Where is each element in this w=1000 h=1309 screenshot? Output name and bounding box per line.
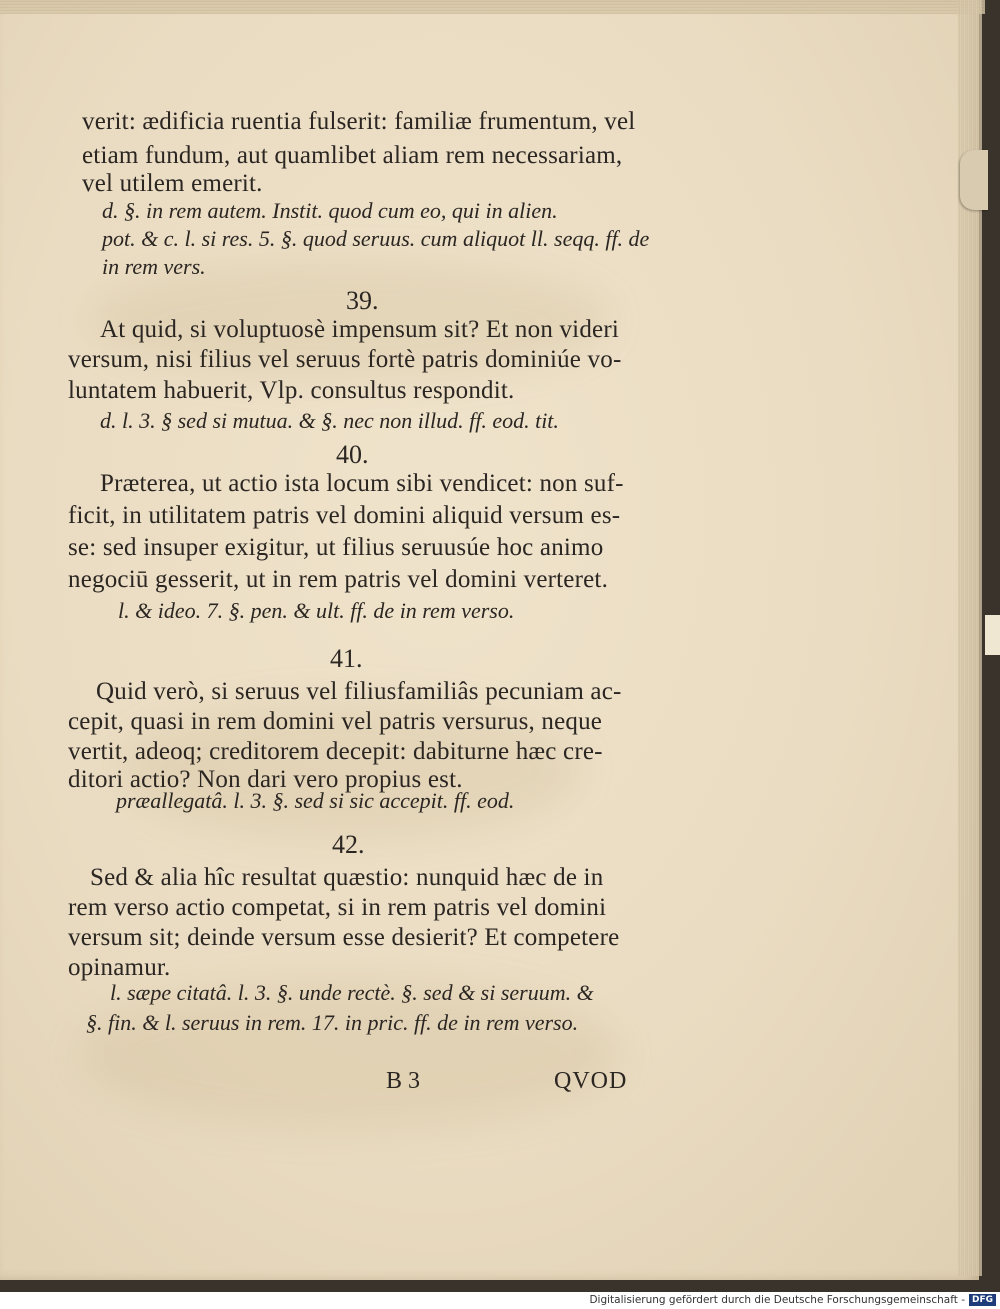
citation-line: pot. & c. l. si res. 5. §. quod seruus. cum aliquot ll. seqq. ff. de bbox=[102, 226, 650, 251]
dfg-logo: DFG bbox=[969, 1294, 996, 1306]
text-line: versum sit; deinde versum esse desierit? Et competere bbox=[68, 924, 620, 951]
dfg-credit-text: Digitalisierung gefördert durch die Deutsche Forschungsgemeinschaft - bbox=[589, 1294, 965, 1306]
text-line: Quid verò, si seruus vel filiusfamiliâs pecuniam ac- bbox=[96, 678, 622, 705]
signature-mark: B 3 bbox=[386, 1068, 421, 1094]
page-tab bbox=[960, 150, 988, 210]
text-line: etiam fundum, aut quamlibet aliam rem necessariam, bbox=[82, 142, 623, 169]
citation-line: d. l. 3. § sed si mutua. & §. nec non illud. ff. eod. tit. bbox=[100, 408, 559, 433]
text-line: se: sed insuper exigitur, ut filius seruusúe hoc animo bbox=[68, 534, 604, 561]
citation-line: in rem vers. bbox=[102, 254, 206, 279]
text-line: versum, nisi filius vel seruus fortè patris dominiúe vo- bbox=[68, 346, 622, 373]
text-line: rem verso actio competat, si in rem patris vel domini bbox=[68, 894, 607, 921]
page-top-edge bbox=[0, 0, 985, 14]
section-number-42: 42. bbox=[332, 830, 365, 859]
text-line: At quid, si voluptuosè impensum sit? Et non videri bbox=[100, 316, 619, 343]
text-line: ficit, in utilitatem patris vel domini aliquid versum es- bbox=[68, 502, 621, 529]
text-line: vertit, adeoq; creditorem decepit: dabiturne hæc cre- bbox=[68, 738, 603, 765]
text-line: vel utilem emerit. bbox=[82, 170, 263, 197]
text-line: verit: ædificia ruentia fulserit: familiæ frumentum, vel bbox=[82, 108, 636, 135]
section-number-39: 39. bbox=[346, 286, 379, 315]
citation-line: l. & ideo. 7. §. pen. & ult. ff. de in rem verso. bbox=[118, 598, 515, 623]
citation-line: præallegatâ. l. 3. §. sed si sic accepit. ff. eod. bbox=[116, 788, 515, 813]
catchword: QVOD bbox=[554, 1068, 628, 1094]
text-line: cepit, quasi in rem domini vel patris versurus, neque bbox=[68, 708, 603, 735]
text-line: Sed & alia hîc resultat quæstio: nunquid hæc de in bbox=[90, 864, 604, 891]
text-line: negociū gesserit, ut in rem patris vel domini verteret. bbox=[68, 566, 609, 593]
text-line: ditori actio? Non dari vero propius est. bbox=[68, 766, 463, 793]
text-line: opinamur. bbox=[68, 954, 171, 981]
section-number-41: 41. bbox=[330, 644, 363, 673]
text-line: luntatem habuerit, Vlp. consultus respondit. bbox=[68, 377, 515, 404]
citation-line: l. sæpe citatâ. l. 3. §. unde rectè. §. sed & si seruum. & bbox=[110, 980, 594, 1005]
section-number-40: 40. bbox=[336, 440, 369, 469]
citation-line: §. fin. & l. seruus in rem. 17. in pric. ff. de in rem verso. bbox=[86, 1010, 579, 1035]
margin-slip bbox=[985, 615, 1000, 655]
text-line: Præterea, ut actio ista locum sibi vendicet: non suf- bbox=[100, 470, 624, 497]
dfg-credit bbox=[589, 1294, 996, 1306]
citation-line: d. §. in rem autem. Instit. quod cum eo, qui in alien. bbox=[102, 198, 558, 223]
